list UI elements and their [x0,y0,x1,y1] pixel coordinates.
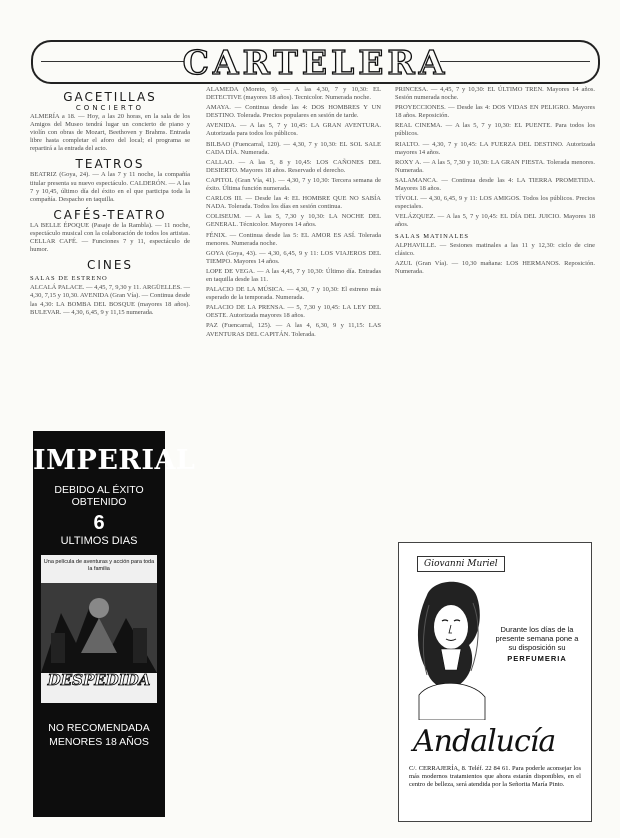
listing-paragraph: CALLAO. — A las 5, 8 y 10,45: LOS CAÑONES DEL DESIERTO. Mayores 18 años. Reservado el derecho. [206,158,381,174]
gacetillas-heading: GACETILLAS [63,90,157,104]
andalucia-logo: Andalucía [413,724,556,759]
imperial-cinema-ad [33,431,196,817]
ad-promo-text [493,625,581,663]
salas-matinales-heading: SALAS MATINALES [395,232,470,240]
column-right [395,86,595,278]
listing-paragraph: PAZ (Fuencarral, 125). — A las 4, 6,30, 9 y 11,15: LAS AVENTURAS DEL CAPITÁN. Tolerada. [206,322,381,338]
listing-paragraph: VELÁZQUEZ. — A las 5, 7 y 10,45: EL DÍA DEL JUICIO. Mayores 18 años. [395,213,595,229]
teatros-heading: TEATROS [75,157,145,172]
teatros-text: BEATRIZ (Goya, 24). — A las 7 y 11 noche, la compañía titular presenta su nuevo espectáculo. CALDERÓN. — A las 7 y 10,45, último día del éxito en el que participa toda la compañía. Despacho en taquilla. [30,171,190,203]
imperial-last-days: ULTIMOS DIAS [60,535,138,547]
perfumeria-andalucia-ad [398,542,592,822]
rating-line-2: MENORES 18 AÑOS [49,736,149,748]
imperial-success-line: DEBIDO AL ÉXITO OBTENIDO [54,484,144,508]
listing-paragraph: COLISEUM. — A las 5, 7,30 y 10,30: LA NOCHE DEL GENERAL. Técnicolor. Mayores 14 años. [206,213,381,229]
listing-paragraph: ROXY A. — A las 5, 7,30 y 10,30: LA GRAN FIESTA. Tolerada menores. Numerada. [395,158,595,174]
cafes-teatro-text: LA BELLE ÉPOQUE (Pasaje de la Rambla). — 11 noche, espectáculo musical con la colaboración de todos los artistas. CELLAR CAFÉ. — Funciones 7 y 11, espectáculo de humor. [30,221,190,254]
cafes-teatro-heading: CAFÉS-TEATRO [53,207,167,222]
listing-paragraph: PRINCESA. — 4,45, 7 y 10,30: EL ÚLTIMO TREN. Mayores 14 años. Sesión numerada noche. [395,86,595,102]
listing-paragraph: SALAMANCA. — Continua desde las 4: LA TIERRA PROMETIDA. Mayores 18 años. [395,176,595,193]
ad-category: PERFUMERIA [507,654,567,663]
gacetillas-text: ALMERÍA a 18. — Hoy, a las 20 horas, en la sala de los Amigos del Museo tendrá lugar un concierto de piano y violín con obras de Mozart, Beethoven y Brahms. Entrada libre hasta completar el aforo del local; el programa se repartirá a la entrada del acto. [30,113,190,153]
masthead-banner [31,40,600,84]
matinal-listing: AZUL (Gran Vía). — 10,30 mañana: LOS HERMANOS. Reposición. Numerada. [395,259,595,275]
poster-caption: Una película de aventuras y acción para toda la familia [43,559,155,572]
listing-paragraph: CAPITOL (Gran Vía, 41). — 4,30, 7 y 10,30: Tercera semana de éxito. Última función numerada. [206,176,381,193]
listing-paragraph: AMAYA. — Continua desde las 4: DOS HOMBRES Y UN DESTINO. Tolerada. Precios populares en sesión de tarde. [206,104,381,120]
cines-heading: CINES [86,258,134,273]
ad-body-text: C/. CERRAJERÍA, 8. Teléf. 22 84 61. Para poderle aconsejar los más modernos tratamientos que ahora estarán disponibles, en el centro de belleza, será atendida por la Señorita María Pinto. [409,765,581,789]
listing-paragraph: PALACIO DE LA PRENSA. — 5, 7,30 y 10,45: LA LEY DEL OESTE. Autorizada mayores 18 años. [206,304,381,320]
masthead-title: CARTELERA [182,43,449,82]
listing-paragraph: FÉNIX. — Continua desde las 5: EL AMOR ES ASÍ. Tolerada menores. Numerada noche. [206,231,381,247]
listing-paragraph: TÍVOLI. — 4,30, 6,45, 9 y 11: LOS AMIGOS. Todos los públicos. Precios especiales. [395,195,595,211]
concierto-subheading: CONCIERTO [75,104,145,112]
imperial-title: IMPERIAL [33,445,196,476]
woman-portrait-illustration [409,575,491,720]
listing-paragraph: PALACIO DE LA MÚSICA. — 4,30, 7 y 10,30: El estreno más esperado de la temporada. Numerada. [206,286,381,302]
poster-title-logo: DESPEDIDA [47,671,151,689]
matinal-listing: ALPHAVILLE. — Sesiones matinales a las 11 y 12,30: ciclo de cine clásico. [395,241,595,257]
poster-illustration [41,573,157,673]
listing-paragraph: LOPE DE VEGA. — A las 4,45, 7 y 10,30: Último día. Entradas en taquilla desde las 11. [206,267,381,283]
listing-paragraph: BILBAO (Fuencarral, 120). — 4,30, 7 y 10,30: EL SOL SALE CADA DÍA. Numerada. [206,140,381,156]
listing-paragraph: AVENIDA. — A las 5, 7 y 10,45: LA GRAN AVENTURA. Autorizada para todos los públicos. [206,122,381,138]
cines-text: ALCALÁ PALACE. — 4,45, 7, 9,30 y 11. ARGÜELLES. — 4,30, 7,15 y 10,30. AVENIDA (Gran Vía). — Continua desde las 4,30: LA BOMBA DEL BOSQUE (mayores 18 años). BULEVAR. — 4,30, 6,45, 9 y 11,15 numerada. [30,284,190,316]
listing-paragraph: REAL CINEMA. — A las 5, 7 y 10,30: EL PUENTE. Para todos los públicos. [395,122,595,138]
column-middle [206,86,381,341]
imperial-days-number: 6 [93,512,105,534]
ad-promo-line: Durante los días de la presente semana pone a su disposición su [495,625,579,652]
listing-paragraph: ALAMEDA (Moreto, 9). — A las 4,30, 7 y 10,30: EL DETECTIVE (mayores 18 años). Tecnicolor. Numerada noche. [206,86,381,102]
listing-paragraph: RIALTO. — 4,30, 7 y 10,45: LA FUERZA DEL DESTINO. Autorizada mayores 14 años. [395,140,595,156]
cosmetics-brand-label: Giovanni Muriel [417,556,505,572]
listing-paragraph: PROYECCIONES. — Desde las 4: DOS VIDAS EN PELIGRO. Mayores 18 años. Reposición. [395,104,595,120]
listing-paragraph: GOYA (Goya, 43). — 4,30, 6,45, 9 y 11: LOS VIAJEROS DEL TIEMPO. Mayores 14 años. [206,249,381,265]
imperial-film-poster [41,555,157,703]
column-left [30,86,190,319]
listing-paragraph: CARLOS III. — Desde las 4: EL HOMBRE QUE NO SABÍA NADA. Tolerada. Todos los días en sesión continua. [206,195,381,211]
salas-estreno-subheading: SALAS DE ESTRENO [30,275,108,283]
imperial-rating-warning [33,721,165,749]
rating-line-1: NO RECOMENDADA [48,722,150,734]
